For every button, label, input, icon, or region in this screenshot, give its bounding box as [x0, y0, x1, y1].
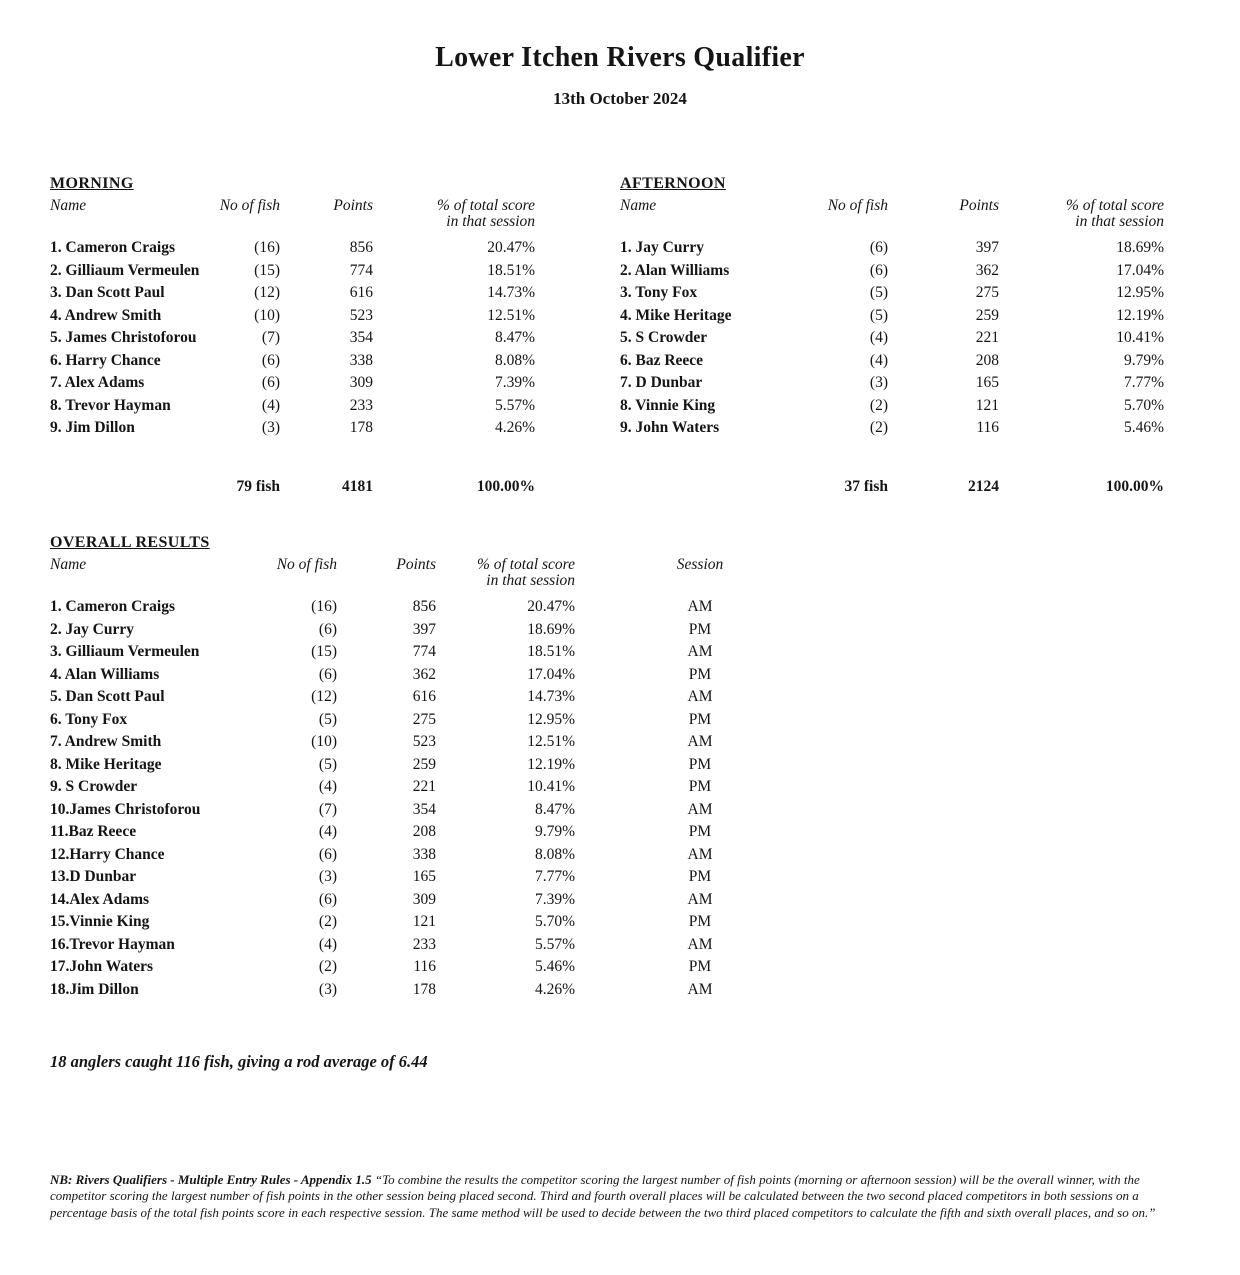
total-pct: 100.00%	[1105, 477, 1164, 495]
afternoon-rows	[620, 237, 1164, 440]
pct-header-line1: % of total score	[1065, 197, 1164, 214]
points-value: 309	[349, 374, 373, 391]
fish-count: (6)	[318, 845, 337, 863]
table-row	[50, 731, 825, 754]
fish-count: (5)	[869, 284, 888, 301]
column-header-points: Points	[333, 197, 373, 214]
pct-value: 8.47%	[494, 329, 535, 346]
angler-name: 1. Cameron Craigs	[50, 598, 175, 615]
pct-value: 7.39%	[534, 890, 575, 908]
overall-section	[50, 533, 825, 1001]
fish-count: (5)	[318, 755, 337, 773]
fish-count: (2)	[318, 913, 337, 930]
page-title: Lower Itchen Rivers Qualifier	[435, 42, 805, 73]
table-row	[50, 686, 825, 709]
pct-value: 5.57%	[494, 396, 535, 414]
pct-value: 9.79%	[1123, 351, 1164, 369]
column-header-points: Points	[959, 197, 999, 214]
angler-name: 6. Baz Reece	[620, 351, 704, 369]
points-value: 116	[413, 958, 436, 975]
session-value: PM	[688, 913, 712, 930]
table-row	[50, 664, 825, 687]
event-date: 13th October 2024	[553, 89, 687, 108]
angler-name: 9. S Crowder	[50, 778, 138, 795]
fish-count: (4)	[318, 935, 337, 953]
pct-value: 5.70%	[1123, 396, 1164, 414]
table-row	[620, 417, 1164, 440]
points-value: 116	[976, 419, 999, 436]
fish-count: (6)	[261, 351, 280, 369]
pct-header-line2: in that session	[1075, 213, 1164, 230]
table-row	[620, 372, 1164, 395]
column-header-name: Name	[50, 556, 87, 573]
morning-totals-row	[50, 476, 535, 498]
pct-header-line2: in that session	[446, 213, 535, 230]
fish-count: (5)	[869, 306, 888, 324]
session-value: AM	[687, 890, 713, 908]
column-header-name: Name	[620, 197, 657, 214]
table-row	[620, 350, 1164, 373]
table-row	[50, 979, 825, 1002]
points-value: 178	[412, 980, 436, 998]
fish-count: (6)	[318, 890, 337, 908]
table-row	[50, 911, 825, 934]
angler-name: 12.Harry Chance	[50, 845, 165, 863]
angler-name: 1. Cameron Craigs	[50, 239, 175, 256]
table-row	[50, 596, 825, 619]
fish-count: (4)	[869, 351, 888, 369]
fish-count: (12)	[254, 284, 280, 301]
pct-value: 4.26%	[534, 980, 575, 998]
angler-name: 7. D Dunbar	[620, 374, 703, 391]
table-row	[620, 305, 1164, 328]
points-value: 165	[412, 868, 436, 885]
fish-count: (3)	[869, 374, 888, 391]
session-value: AM	[687, 598, 713, 615]
column-header-pct	[436, 557, 575, 589]
fish-count: (16)	[254, 239, 280, 256]
fish-count: (4)	[261, 396, 280, 414]
angler-name: 17.John Waters	[50, 958, 154, 975]
angler-name: 13.D Dunbar	[50, 868, 137, 885]
pct-value: 5.46%	[1123, 419, 1164, 436]
session-value: PM	[688, 868, 712, 885]
table-row	[620, 395, 1164, 418]
points-value: 309	[412, 890, 436, 908]
angler-name: 9. John Waters	[620, 419, 720, 436]
morning-header-row	[50, 198, 535, 230]
pct-value: 20.47%	[487, 239, 535, 256]
angler-name: 7. Andrew Smith	[50, 733, 162, 750]
angler-name: 10.James Christoforou	[50, 800, 201, 818]
points-value: 523	[412, 733, 436, 750]
overall-rows	[50, 596, 825, 1001]
table-row	[620, 282, 1164, 305]
angler-name: 7. Alex Adams	[50, 374, 145, 391]
pct-value: 8.47%	[534, 800, 575, 818]
session-value: PM	[688, 958, 712, 975]
fish-count: (16)	[311, 598, 337, 615]
angler-name: 11.Baz Reece	[50, 823, 137, 840]
angler-name: 4. Mike Heritage	[620, 306, 732, 324]
pct-value: 18.69%	[1116, 239, 1164, 256]
angler-name: 5. James Christoforou	[50, 329, 197, 346]
table-row	[50, 934, 825, 957]
pct-value: 9.79%	[534, 823, 575, 840]
column-header-fish: No of fish	[827, 197, 888, 214]
points-value: 523	[349, 306, 373, 324]
fish-count: (2)	[318, 958, 337, 975]
points-value: 121	[975, 396, 999, 414]
points-value: 259	[975, 306, 999, 324]
angler-name: 3. Tony Fox	[620, 284, 698, 301]
points-value: 362	[975, 261, 999, 279]
column-header-name: Name	[50, 197, 87, 214]
morning-rows	[50, 237, 535, 440]
points-value: 397	[412, 620, 436, 638]
afternoon-totals-row	[620, 476, 1164, 498]
pct-value: 17.04%	[527, 665, 575, 683]
fish-count: (3)	[318, 980, 337, 998]
points-value: 397	[975, 239, 999, 256]
pct-value: 7.39%	[494, 374, 535, 391]
pct-value: 5.57%	[534, 935, 575, 953]
column-header-points: Points	[396, 556, 436, 573]
points-value: 233	[349, 396, 373, 414]
column-header-session: Session	[676, 556, 724, 573]
table-row	[50, 709, 825, 732]
pct-value: 12.51%	[527, 733, 575, 750]
table-row	[620, 327, 1164, 350]
fish-count: (10)	[311, 733, 337, 750]
table-row	[50, 754, 825, 777]
angler-name: 9. Jim Dillon	[50, 419, 135, 436]
points-value: 338	[349, 351, 373, 369]
points-value: 275	[412, 710, 436, 728]
angler-name: 2. Jay Curry	[50, 620, 134, 638]
fish-count: (4)	[318, 778, 337, 795]
points-value: 221	[412, 778, 436, 795]
points-value: 121	[412, 913, 436, 930]
table-row	[50, 866, 825, 889]
fish-count: (6)	[869, 239, 888, 256]
angler-name: 2. Gilliaum Vermeulen	[50, 261, 200, 279]
table-row	[50, 282, 535, 305]
table-row	[50, 776, 825, 799]
angler-name: 8. Trevor Hayman	[50, 396, 171, 414]
pct-value: 5.70%	[534, 913, 575, 930]
session-value: AM	[687, 935, 713, 953]
angler-name: 4. Andrew Smith	[50, 306, 162, 324]
total-points: 2124	[968, 477, 999, 495]
pct-value: 5.46%	[534, 958, 575, 975]
table-row	[50, 641, 825, 664]
pct-value: 7.77%	[534, 868, 575, 885]
pct-value: 12.19%	[527, 755, 575, 773]
rules-note	[50, 1172, 1192, 1221]
angler-name: 6. Harry Chance	[50, 351, 161, 369]
points-value: 774	[349, 261, 373, 279]
fish-count: (6)	[869, 261, 888, 279]
total-fish: 37 fish	[844, 477, 888, 495]
fish-count: (4)	[869, 329, 888, 346]
table-row	[620, 260, 1164, 283]
overall-header-row	[50, 557, 825, 589]
fish-count: (4)	[318, 823, 337, 840]
pct-value: 8.08%	[534, 845, 575, 863]
pct-value: 7.77%	[1123, 374, 1164, 391]
points-value: 354	[412, 800, 436, 818]
fish-count: (6)	[318, 620, 337, 638]
pct-header-line2: in that session	[486, 572, 575, 589]
table-row	[50, 305, 535, 328]
table-row	[50, 237, 535, 260]
rod-average-summary: 18 anglers caught 116 fish, giving a rod average of 6.44	[50, 1052, 428, 1071]
pct-header-line1: % of total score	[436, 197, 535, 214]
pct-value: 12.19%	[1116, 306, 1164, 324]
table-row	[50, 327, 535, 350]
table-row	[50, 395, 535, 418]
pct-value: 12.51%	[487, 306, 535, 324]
points-value: 774	[412, 643, 436, 660]
fish-count: (15)	[311, 643, 337, 660]
session-value: PM	[688, 620, 712, 638]
table-row	[50, 889, 825, 912]
rules-note-lead: NB: Rivers Qualifiers - Multiple Entry Rules - Appendix 1.5	[50, 1172, 372, 1187]
pct-value: 14.73%	[487, 284, 535, 301]
session-value: PM	[688, 823, 712, 840]
fish-count: (15)	[254, 261, 280, 279]
total-points: 4181	[342, 477, 373, 495]
pct-header-line1: % of total score	[476, 556, 575, 573]
fish-count: (5)	[318, 710, 337, 728]
fish-count: (3)	[318, 868, 337, 885]
angler-name: 5. S Crowder	[620, 329, 708, 346]
pct-value: 12.95%	[527, 710, 575, 728]
angler-name: 18.Jim Dillon	[50, 980, 139, 998]
pct-value: 18.69%	[527, 620, 575, 638]
rules-note-quote: “To combine the results the competitor scoring the largest number of fish points (morning or afternoon session) will be the overall winner, with the competitor scoring the largest number of fish points in the other session being placed second. Third and fourth overall places will be calculated between the two second placed competitors in both sessions on a percentage basis of the total fish points score in each respective session. The same method will be used to decide between the two third placed competitors to calculate the fifth and sixth overall places, and so on.”	[50, 1172, 1156, 1220]
fish-count: (7)	[318, 800, 337, 818]
session-value: AM	[687, 800, 713, 818]
fish-count: (2)	[869, 419, 888, 436]
pct-value: 10.41%	[527, 778, 575, 795]
pct-value: 12.95%	[1116, 284, 1164, 301]
column-header-pct	[999, 198, 1164, 230]
angler-name: 6. Tony Fox	[50, 710, 128, 728]
session-value: AM	[687, 733, 713, 750]
points-value: 338	[412, 845, 436, 863]
fish-count: (6)	[261, 374, 280, 391]
afternoon-heading: AFTERNOON	[620, 175, 726, 192]
pct-value: 14.73%	[527, 688, 575, 705]
points-value: 208	[412, 823, 436, 840]
session-value: AM	[687, 980, 713, 998]
angler-name: 14.Alex Adams	[50, 890, 150, 908]
morning-section	[50, 174, 535, 498]
angler-name: 3. Dan Scott Paul	[50, 284, 165, 301]
table-row	[50, 799, 825, 822]
points-value: 856	[412, 598, 436, 615]
points-value: 233	[412, 935, 436, 953]
session-value: AM	[687, 845, 713, 863]
fish-count: (7)	[261, 329, 280, 346]
column-header-fish: No of fish	[276, 556, 337, 573]
points-value: 178	[349, 419, 373, 436]
morning-heading: MORNING	[50, 175, 134, 192]
points-value: 165	[975, 374, 999, 391]
points-value: 616	[412, 688, 436, 705]
table-row	[50, 350, 535, 373]
points-value: 362	[412, 665, 436, 683]
afternoon-section	[620, 174, 1164, 498]
session-value: PM	[688, 710, 712, 728]
table-row	[50, 619, 825, 642]
pct-value: 17.04%	[1116, 261, 1164, 279]
fish-count: (10)	[254, 306, 280, 324]
pct-value: 4.26%	[494, 419, 535, 436]
fish-count: (3)	[261, 419, 280, 436]
table-row	[50, 956, 825, 979]
points-value: 275	[975, 284, 999, 301]
points-value: 221	[975, 329, 999, 346]
column-header-pct	[373, 198, 535, 230]
points-value: 259	[412, 755, 436, 773]
table-row	[50, 821, 825, 844]
table-row	[50, 417, 535, 440]
angler-name: 3. Gilliaum Vermeulen	[50, 643, 200, 660]
points-value: 856	[349, 239, 373, 256]
afternoon-header-row	[620, 198, 1164, 230]
session-value: PM	[688, 665, 712, 683]
pct-value: 18.51%	[527, 643, 575, 660]
table-row	[50, 844, 825, 867]
angler-name: 8. Vinnie King	[620, 396, 716, 414]
angler-name: 16.Trevor Hayman	[50, 935, 175, 953]
total-fish: 79 fish	[236, 477, 280, 495]
pct-value: 10.41%	[1116, 329, 1164, 346]
overall-heading: OVERALL RESULTS	[50, 534, 210, 551]
session-value: PM	[688, 778, 712, 795]
session-value: AM	[687, 688, 713, 705]
column-header-fish: No of fish	[219, 197, 280, 214]
total-pct: 100.00%	[476, 477, 535, 495]
points-value: 208	[975, 351, 999, 369]
fish-count: (12)	[311, 688, 337, 705]
angler-name: 2. Alan Williams	[620, 261, 730, 279]
table-row	[620, 237, 1164, 260]
session-value: PM	[688, 755, 712, 773]
table-row	[50, 260, 535, 283]
pct-value: 20.47%	[527, 598, 575, 615]
points-value: 354	[349, 329, 373, 346]
fish-count: (6)	[318, 665, 337, 683]
fish-count: (2)	[869, 396, 888, 414]
angler-name: 5. Dan Scott Paul	[50, 688, 165, 705]
points-value: 616	[349, 284, 373, 301]
angler-name: 15.Vinnie King	[50, 913, 150, 930]
pct-value: 18.51%	[487, 261, 535, 279]
angler-name: 4. Alan Williams	[50, 665, 160, 683]
angler-name: 8. Mike Heritage	[50, 755, 162, 773]
table-row	[50, 372, 535, 395]
angler-name: 1. Jay Curry	[620, 239, 704, 256]
pct-value: 8.08%	[494, 351, 535, 369]
session-value: AM	[687, 643, 713, 660]
